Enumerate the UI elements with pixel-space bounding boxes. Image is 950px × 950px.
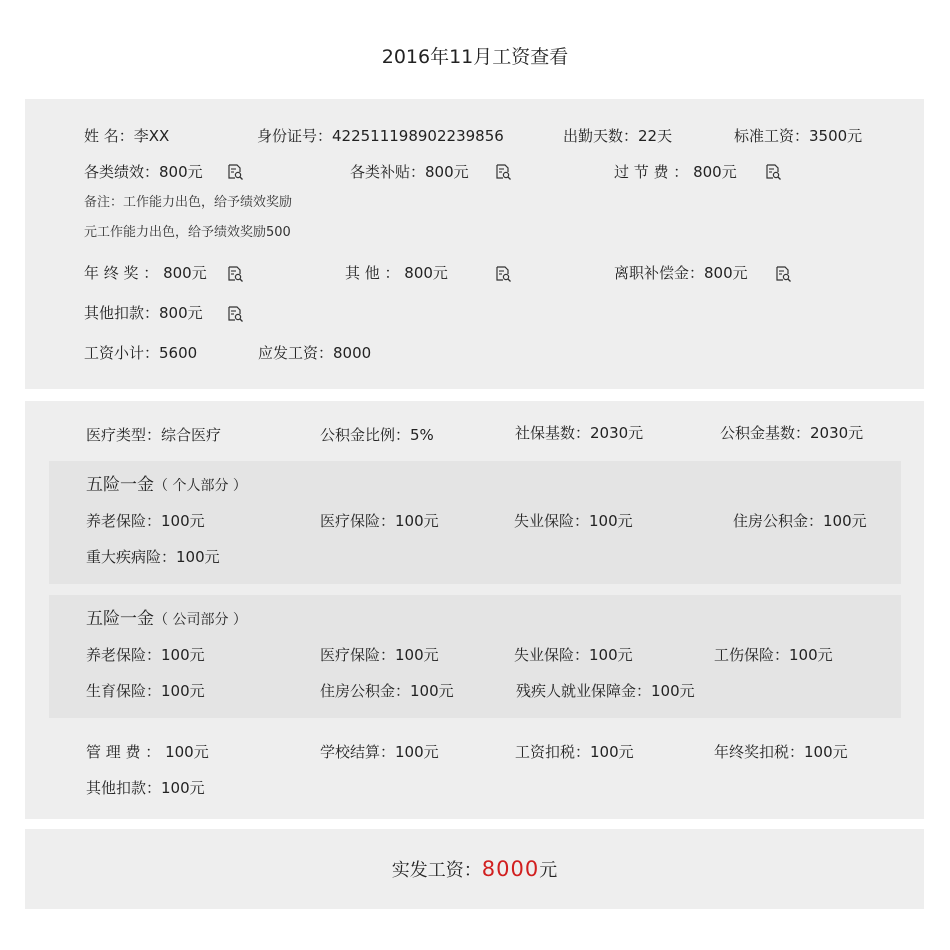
housing-fund-base: 公积金基数：2030元 [720,424,864,442]
personal-medical: 医疗保险：100元 [320,512,439,530]
school-settlement: 学校结算：100元 [320,743,439,761]
other-detail-search-icon[interactable] [494,265,512,283]
net-salary-unit: 元 [539,860,558,881]
standard-salary: 标准工资：3500元 [734,127,863,145]
personal-section-heading [86,475,247,496]
page-title: 2016年11月工资查看 [381,46,569,68]
social-security-base: 社保基数：2030元 [515,424,644,442]
holiday-allowance: 过 节 费 ： 800元 [614,163,737,181]
other-deduction-2: 其他扣款：100元 [86,779,205,797]
net-salary-amount: 8000 [481,857,540,881]
severance-pay: 离职补偿金：800元 [614,264,748,282]
company-pension: 养老保险：100元 [86,646,205,664]
net-salary-panel [25,829,924,909]
note-line-1: 备注：工作能力出色，给予绩效奖励 [84,195,293,210]
id-card-number: 身份证号：422511198902239856 [257,127,504,145]
fund-ratio: 公积金比例：5% [320,426,434,444]
note-line-2: 元工作能力出色，给予绩效奖励500 [84,225,291,240]
subsidy-amount: 各类补贴：800元 [350,163,469,181]
personal-heading-sub: （ 个人部分 ） [154,478,247,494]
company-section-heading [86,609,247,630]
management-fee: 管 理 费 ： 100元 [86,743,209,761]
other-income: 其 他 ： 800元 [345,264,448,282]
insurance-panel [25,401,924,819]
personal-heading-text: 五险一金 [86,475,154,495]
performance-amount: 各类绩效：800元 [84,163,203,181]
attendance-days: 出勤天数：22天 [563,127,673,145]
personal-insurance-section [49,461,901,584]
personal-pension: 养老保险：100元 [86,512,205,530]
performance-detail-search-icon[interactable] [226,163,244,181]
net-salary-line [25,857,924,883]
salary-subtotal: 工资小计：5600 [84,344,198,362]
year-bonus-tax: 年终奖扣税：100元 [714,743,848,761]
personal-housing-fund: 住房公积金：100元 [733,512,867,530]
salary-tax: 工资扣税：100元 [515,743,634,761]
other-deduction: 其他扣款：800元 [84,304,203,322]
company-maternity: 生育保险：100元 [86,682,205,700]
company-insurance-section [49,595,901,718]
employee-name: 姓 名：李XX [84,127,170,145]
company-housing-fund: 住房公积金：100元 [320,682,454,700]
net-salary-label: 实发工资： [391,860,482,881]
company-heading-sub: （ 公司部分 ） [154,612,247,628]
personal-critical-illness: 重大疾病险：100元 [86,548,220,566]
subsidy-detail-search-icon[interactable] [494,163,512,181]
company-heading-text: 五险一金 [86,609,154,629]
severance-detail-search-icon[interactable] [774,265,792,283]
year-end-bonus: 年 终 奖 ： 800元 [84,264,207,282]
personal-unemployment: 失业保险：100元 [514,512,633,530]
year-bonus-detail-search-icon[interactable] [226,265,244,283]
deduction-detail-search-icon[interactable] [226,305,244,323]
company-medical: 医疗保险：100元 [320,646,439,664]
medical-type: 医疗类型：综合医疗 [86,426,222,444]
company-injury: 工伤保险：100元 [714,646,833,664]
holiday-detail-search-icon[interactable] [764,163,782,181]
payable-salary: 应发工资：8000 [258,344,372,362]
company-unemployment: 失业保险：100元 [514,646,633,664]
company-disability-fund: 残疾人就业保障金：100元 [516,682,695,700]
salary-basic-panel [25,99,924,389]
